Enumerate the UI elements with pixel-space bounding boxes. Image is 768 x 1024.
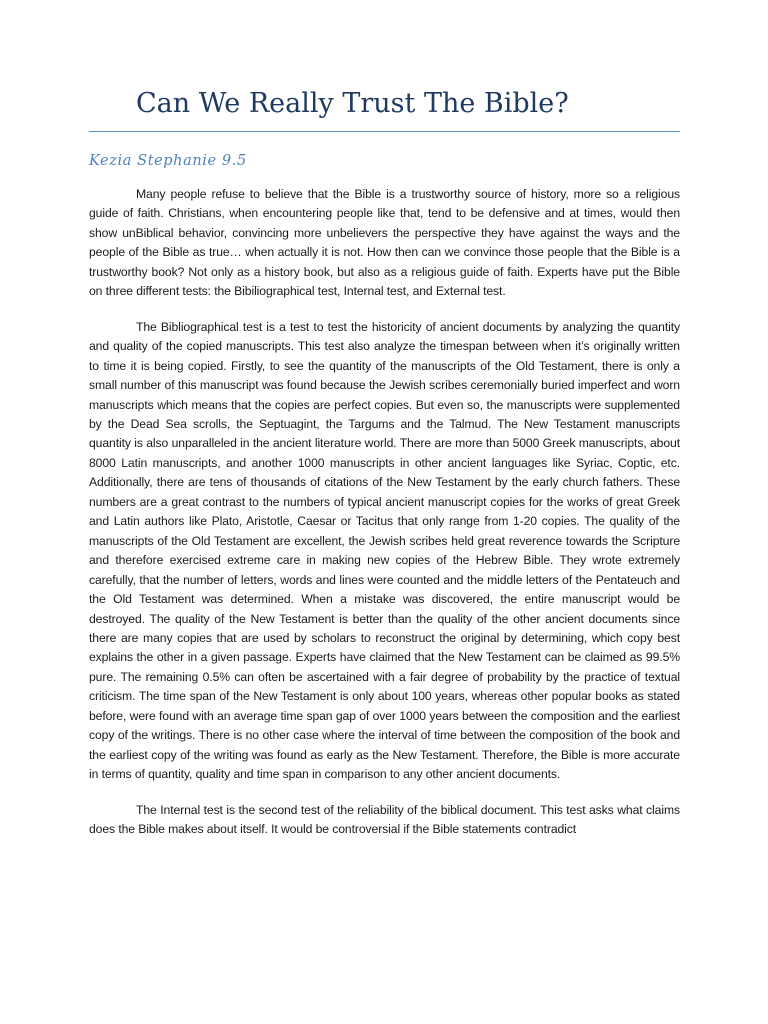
author-line: Kezia Stephanie 9.5 xyxy=(89,153,247,169)
paragraph-intro: Many people refuse to believe that the Bible is a trustworthy source of history, more so a religious guide of faith. Christians, when encountering people like that, tend to be defensive and at times, would then show unBiblical behavior, convincing more unbelievers the perspective they have against the ways and the people of the Bible as true… when actually it is not. How then can we convince those people that the Bible is a trustworthy book? Not only as a history book, but also as a religious guide of faith. Experts have put the Bible on three different tests: the Bibiliographical test, Internal test, and External test. xyxy=(89,187,680,299)
document-body xyxy=(89,185,680,856)
paragraph-internal-test: The Internal test is the second test of the reliability of the biblical document. This test asks what claims does the Bible makes about itself. It would be controversial if the Bible statements contradict xyxy=(89,802,680,837)
paragraph-bibliographical-test: The Bibliographical test is a test to test the historicity of ancient documents by analyzing the quantity and quality of the copied manuscripts. This test also analyze the timespan between when it’s originally written to time it is being copied. Firstly, to see the quantity of the manuscripts of the Old Testament, there is only a small number of this manuscript was found because the Jewish scribes ceremonially buried imperfect and worn manuscripts which means that the copies are perfect copies. But even so, the manuscripts were supplemented by the Dead Sea scrolls, the Septuagint, the Targums and the Talmud. The New Testament manuscripts quantity is also unparalleled in the ancient literature world. There are more than 5000 Greek manuscripts, about 8000 Latin manuscripts, and another 1000 manuscripts in other ancient languages like Syriac, Coptic, etc. Additionally, there are tens of thousands of citations of the New Testament by the early church fathers. These numbers are a great contrast to the numbers of typical ancient manuscript copies for the works of great Greek and Latin authors like Plato, Aristotle, Caesar or Tacitus that only range from 1-20 copies. The quality of the manuscripts of the Old Testament are excellent, the Jewish scribes held great reverence towards the Scripture and therefore exercised extreme care in making new copies of the Hebrew Bible. They wrote extremely carefully, that the number of letters, words and lines were counted and the middle letters of the Pentateuch and the Old Testament was determined. When a mistake was discovered, the entire manuscript would be destroyed. The quality of the New Testament is better than the quality of the other ancient documents since there are many copies that are used by scholars to reconstruct the original by determining, which copy best explains the other in a given passage. Experts have claimed that the New Testament can be claimed as 99.5% pure. The remaining 0.5% can often be ascertained with a fair degree of probability by the practice of textual criticism. The time span of the New Testament is only about 100 years, whereas other popular books as stated before, were found with an average time span gap of over 1000 years between the composition and the earliest copy of the writings. There is no other case where the interval of time between the composition of the book and the earliest copy of the writing was found as early as the New Testament. Therefore, the Bible is more accurate in terms of quantity, quality and time span in comparison to any other ancient documents. xyxy=(89,319,680,782)
document-title: Can We Really Trust The Bible? xyxy=(136,88,569,119)
title-divider xyxy=(89,131,680,132)
